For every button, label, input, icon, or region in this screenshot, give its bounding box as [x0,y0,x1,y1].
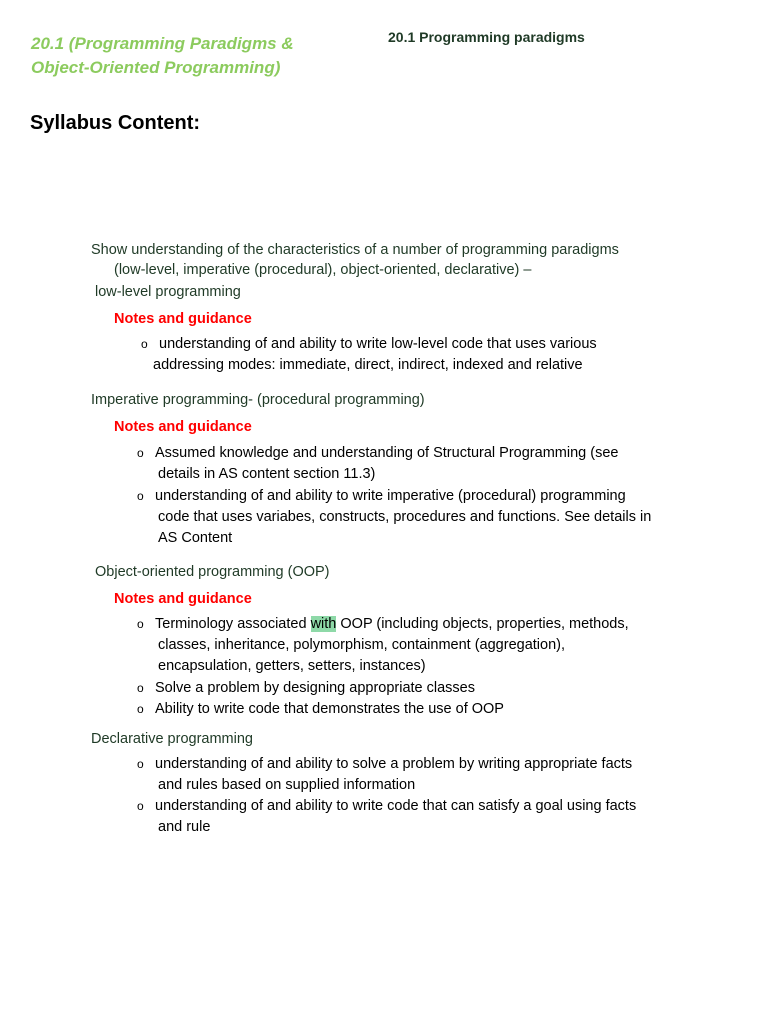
intro-line-2: (low-level, imperative (procedural), object-oriented, declarative) – [114,262,532,278]
imperative-heading: Imperative programming- (procedural programming) [91,392,425,408]
intro-line-1: Show understanding of the characteristics of a number of programming paradigms [91,242,619,258]
list-item: o Terminology associated with OOP (including objects, properties, methods, classes, inheritance, polymorphism, containment (aggregation), encapsulation, getters, setters, instances) [137,616,629,674]
bullet-marker: o [137,489,144,503]
list-item: o understanding of and ability to solve a problem by writing appropriate facts and rules based on supplied information [137,756,633,793]
oop-heading: Object-oriented programming (OOP) [95,564,330,580]
list-item: o understanding of and ability to write code that can satisfy a goal using facts and rule [137,798,637,835]
list-item: o understanding of and ability to write low-level code that uses various addressing modes: immediate, direct, indirect, indexed and relative [141,336,597,373]
section-header: 20.1 Programming paradigms [388,29,585,45]
notes-guidance-lowlevel: Notes and guidance [114,311,252,327]
bullet-marker: o [137,681,144,695]
highlighted-text: with [310,616,337,632]
declarative-heading: Declarative programming [91,731,253,747]
page-title [31,32,351,80]
bullet-marker: o [141,337,148,351]
syllabus-heading: Syllabus Content: [30,112,201,134]
bullet-marker: o [137,446,144,460]
page-title-line-1: 20.1 (Programming Paradigms & [31,34,294,53]
notes-guidance-imperative: Notes and guidance [114,419,252,435]
bullet-marker: o [137,757,144,771]
lowlevel-heading: low-level programming [95,284,241,300]
bullet-marker: o [137,617,144,631]
page-title-line-2: Object-Oriented Programming) [31,58,281,77]
list-item: o Assumed knowledge and understanding of Structural Programming (see details in AS content section 11.3) [137,445,619,482]
bullet-marker: o [137,702,144,716]
bullet-marker: o [137,799,144,813]
list-item: o Ability to write code that demonstrates the use of OOP [137,699,504,720]
list-item: o Solve a problem by designing appropriate classes [137,678,475,699]
list-item: o understanding of and ability to write imperative (procedural) programming code that uses variabes, constructs, procedures and functions. See details in AS Content [137,488,652,546]
notes-guidance-oop: Notes and guidance [114,591,252,607]
